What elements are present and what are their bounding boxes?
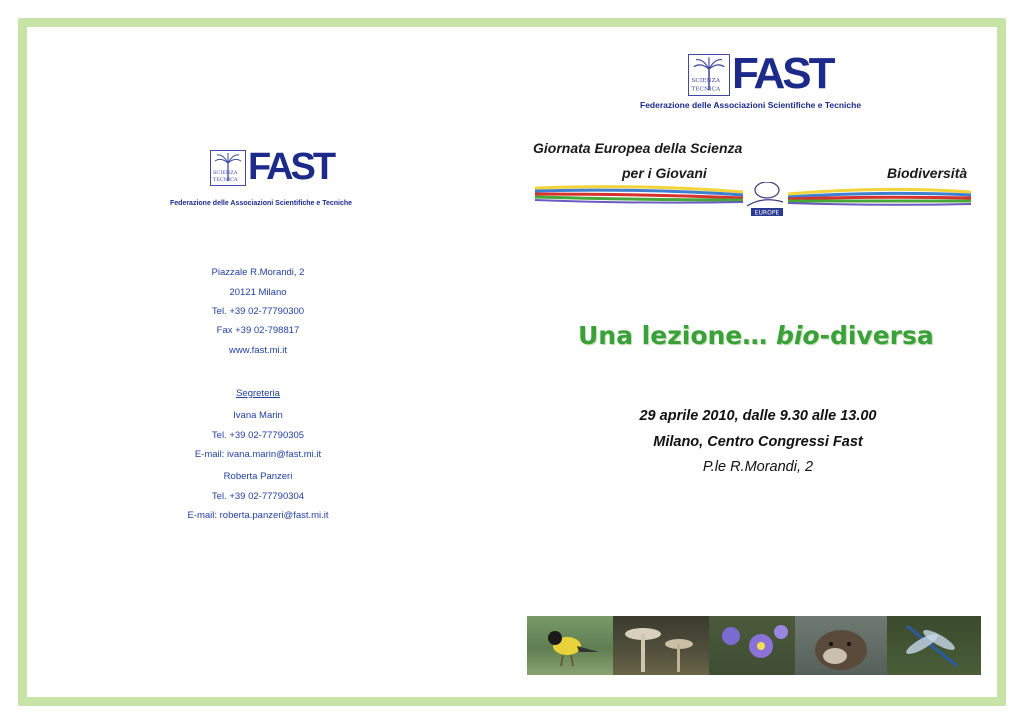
fast-wordmark: FAST — [248, 146, 334, 188]
fast-wordmark: FAST — [732, 49, 833, 98]
dragonfly-photo — [887, 616, 981, 675]
tel-line: Tel. +39 02-77790300 — [211, 306, 305, 317]
main-title — [578, 321, 934, 350]
fast-logo-left — [210, 148, 333, 186]
main-title-suffix: -diversa — [819, 321, 934, 350]
main-title-italic: bio — [775, 321, 820, 350]
federation-name: Federazione delle Associazioni Scientifiche e Tecniche — [640, 100, 862, 110]
person1-tel: Tel. +39 02-77790305 — [211, 430, 305, 441]
heading-line2: per i Giovani — [622, 165, 707, 181]
svg-text:SCIENZA: SCIENZA — [691, 78, 720, 85]
person2-name: Roberta Panzeri — [223, 471, 293, 482]
website-link[interactable]: www.fast.mi.it — [228, 345, 288, 356]
event-address: P.le R.Morandi, 2 — [702, 459, 814, 475]
person2-tel: Tel. +39 02-77790304 — [211, 491, 305, 502]
person2-email[interactable]: E-mail: roberta.panzeri@fast.mi.it — [187, 510, 329, 521]
main-title-prefix: Una lezione… — [578, 321, 776, 350]
federation-name: Federazione delle Associazioni Scientifiche e Tecniche — [170, 200, 353, 207]
address-line: Piazzale R.Morandi, 2 — [211, 267, 305, 278]
heading-line1: Giornata Europea della Scienza — [533, 140, 743, 156]
mushrooms-photo — [613, 616, 709, 675]
svg-text:SCIENZA: SCIENZA — [213, 170, 238, 176]
person1-name: Ivana Marin — [233, 410, 283, 421]
event-venue: Milano, Centro Congressi Fast — [653, 434, 863, 450]
segreteria-label: Segreteria — [236, 388, 280, 399]
scienza-tecnica-badge — [688, 54, 730, 96]
ribbon-logo-text: EUROPE — [754, 209, 780, 217]
fax-line: Fax +39 02-798817 — [216, 325, 300, 336]
person1-email[interactable]: E-mail: ivana.marin@fast.mi.it — [194, 449, 322, 460]
flowers-photo — [709, 616, 795, 675]
left-panel — [0, 0, 490, 725]
city-line: 20121 Milano — [229, 287, 287, 298]
rainbow-ribbon-logo — [533, 182, 973, 226]
fast-logo-right — [688, 49, 833, 98]
svg-text:TECNICA: TECNICA — [213, 177, 238, 183]
bird-photo — [527, 616, 613, 675]
photo-strip — [527, 616, 981, 675]
heading-topic: Biodiversità — [887, 165, 968, 181]
scienza-tecnica-badge — [210, 150, 246, 186]
svg-text:TECNICA: TECNICA — [691, 86, 721, 93]
event-date: 29 aprile 2010, dalle 9.30 alle 13.00 — [639, 408, 877, 424]
otter-photo — [795, 616, 887, 675]
